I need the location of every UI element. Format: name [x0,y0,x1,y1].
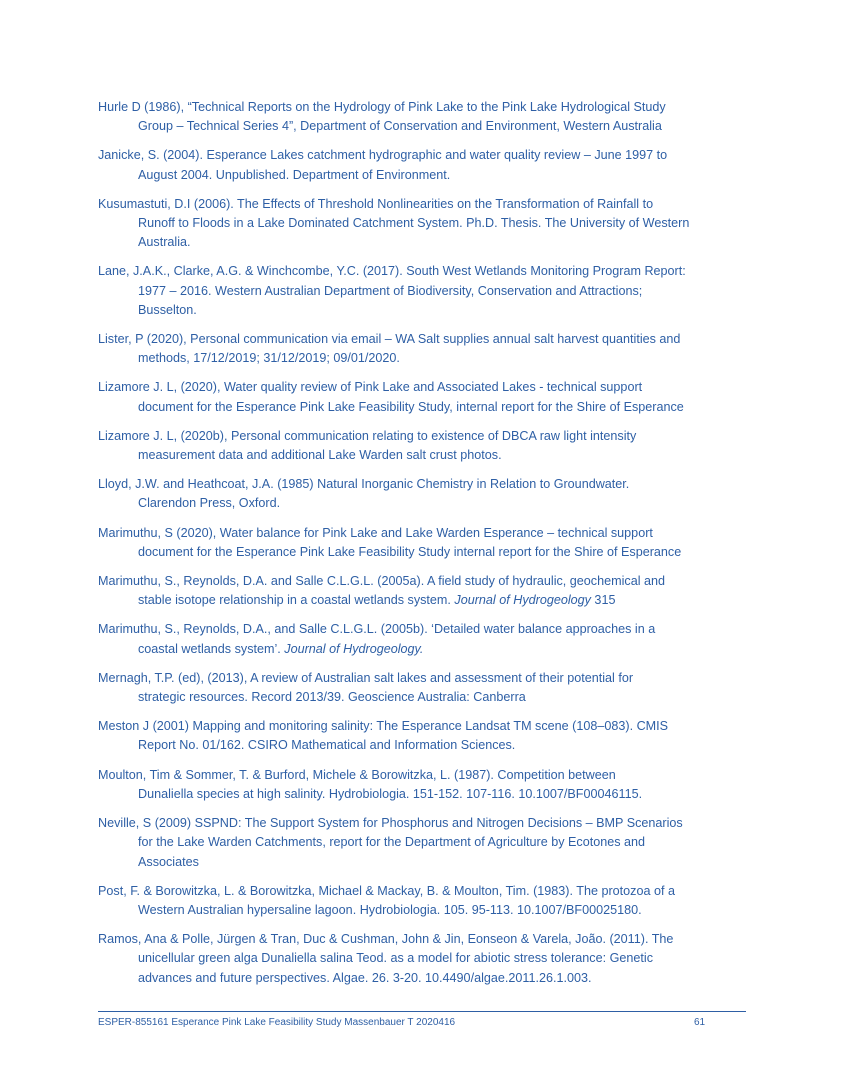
footer-page-number: 61 [694,1017,706,1028]
reference-line: methods, 17/12/2019; 31/12/2019; 09/01/2020. [138,351,400,366]
footer-document-id: ESPER-855161 Esperance Pink Lake Feasibility Study Massenbauer T 2020416 [98,1017,456,1028]
reference-line: August 2004. Unpublished. Department of Environment. [138,167,451,182]
reference-list [98,98,748,998]
reference-line: Moulton, Tim & Sommer, T. & Burford, Michele & Borowitzka, L. (1987). Competition between [98,767,616,782]
reference-entry [98,766,748,804]
reference-entry [98,524,748,562]
reference-line: Post, F. & Borowitzka, L. & Borowitzka, Michael & Mackay, B. & Moulton, Tim. (1983). The protozoa of a [98,883,675,898]
reference-line: Clarendon Press, Oxford. [138,496,281,511]
footer-rule [98,1011,746,1012]
reference-entry [98,146,748,184]
reference-text: 315 [590,593,616,608]
reference-line: Lloyd, J.W. and Heathcoat, J.A. (1985) Natural Inorganic Chemistry in Relation to Groundwater. [98,477,630,492]
reference-line: Lister, P (2020), Personal communication via email – WA Salt supplies annual salt harvest quantities and [98,332,681,347]
reference-entry [98,378,748,416]
reference-text: stable isotope relationship in a coastal wetlands system. [138,593,455,608]
reference-entry [98,930,748,988]
reference-line: for the Lake Warden Catchments, report for the Department of Agriculture by Ecotones and [138,835,646,850]
reference-entry [98,620,748,658]
reference-line: 1977 – 2016. Western Australian Department of Biodiversity, Conservation and Attractions; [138,283,643,298]
reference-line: Lizamore J. L, (2020b), Personal communication relating to existence of DBCA raw light intensity [98,428,637,443]
reference-line: unicellular green alga Dunaliella salina Teod. as a model for abiotic stress tolerance: Genetic [138,951,654,966]
reference-line: Marimuthu, S., Reynolds, D.A. and Salle C.L.G.L. (2005a). A field study of hydraulic, geochemical and [98,574,666,589]
reference-entry [98,427,748,465]
reference-line: Mernagh, T.P. (ed), (2013), A review of Australian salt lakes and assessment of their potential for [98,670,634,685]
reference-line: document for the Esperance Pink Lake Feasibility Study internal report for the Shire of Esperance [138,544,682,559]
reference-line: Kusumastuti, D.I (2006). The Effects of Threshold Nonlinearities on the Transformation of Rainfall to [98,196,654,211]
reference-line: Neville, S (2009) SSPND: The Support System for Phosphorus and Nitrogen Decisions – BMP Scenarios [98,816,683,831]
reference-line: Marimuthu, S., Reynolds, D.A., and Salle C.L.G.L. (2005b). ‘Detailed water balance approaches in a [98,622,656,637]
reference-text: coastal wetlands system’. [138,641,285,656]
reference-line: Ramos, Ana & Polle, Jürgen & Tran, Duc & Cushman, John & Jin, Eonseon & Varela, João. (2011). The [98,932,674,947]
reference-line: Marimuthu, S (2020), Water balance for Pink Lake and Lake Warden Esperance – technical support [98,525,653,540]
reference-line: Hurle D (1986), “Technical Reports on the Hydrology of Pink Lake to the Pink Lake Hydrological Study [98,100,666,114]
reference-entry [98,475,748,513]
reference-line: strategic resources. Record 2013/39. Geoscience Australia: Canberra [138,690,526,705]
reference-entry [98,262,748,320]
reference-entry [98,572,748,610]
reference-line: Dunaliella species at high salinity. Hydrobiologia. 151-152. 107-116. 10.1007/BF00046115. [138,786,643,801]
reference-line: Associates [138,854,199,869]
reference-entry [98,717,748,755]
reference-line [138,640,748,659]
reference-line: advances and future perspectives. Algae. 26. 3-20. 10.4490/algae.2011.26.1.003. [138,970,592,985]
journal-title: Journal of Hydrogeology. [284,641,424,656]
reference-entry [98,882,748,920]
reference-line: Australia. [138,235,191,250]
reference-entry [98,195,748,253]
reference-line: Lizamore J. L, (2020), Water quality review of Pink Lake and Associated Lakes - technical support [98,380,643,395]
reference-entry [98,98,748,136]
reference-line: Janicke, S. (2004). Esperance Lakes catchment hydrographic and water quality review – June 1997 to [98,148,668,163]
reference-line: Report No. 01/162. CSIRO Mathematical and Information Sciences. [138,738,516,753]
reference-entry [98,669,748,707]
reference-line: Meston J (2001) Mapping and monitoring salinity: The Esperance Landsat TM scene (108–083). CMIS [98,719,669,734]
reference-line: Busselton. [138,302,197,317]
reference-line: Lane, J.A.K., Clarke, A.G. & Winchcombe, Y.C. (2017). South West Wetlands Monitoring Program Report: [98,264,686,279]
reference-line: Runoff to Floods in a Lake Dominated Catchment System. Ph.D. Thesis. The University of Western [138,216,690,231]
reference-line: document for the Esperance Pink Lake Feasibility Study, internal report for the Shire of Esperance [138,399,684,414]
reference-line: Western Australian hypersaline lagoon. Hydrobiologia. 105. 95-113. 10.1007/BF00025180. [138,902,642,917]
reference-line: measurement data and additional Lake Warden salt crust photos. [138,448,502,463]
journal-title: Journal of Hydrogeology [454,593,591,608]
reference-entry [98,330,748,368]
reference-entry [98,814,748,872]
reference-line: Group – Technical Series 4”, Department of Conservation and Environment, Western Australia [138,119,662,134]
reference-line [138,591,748,610]
